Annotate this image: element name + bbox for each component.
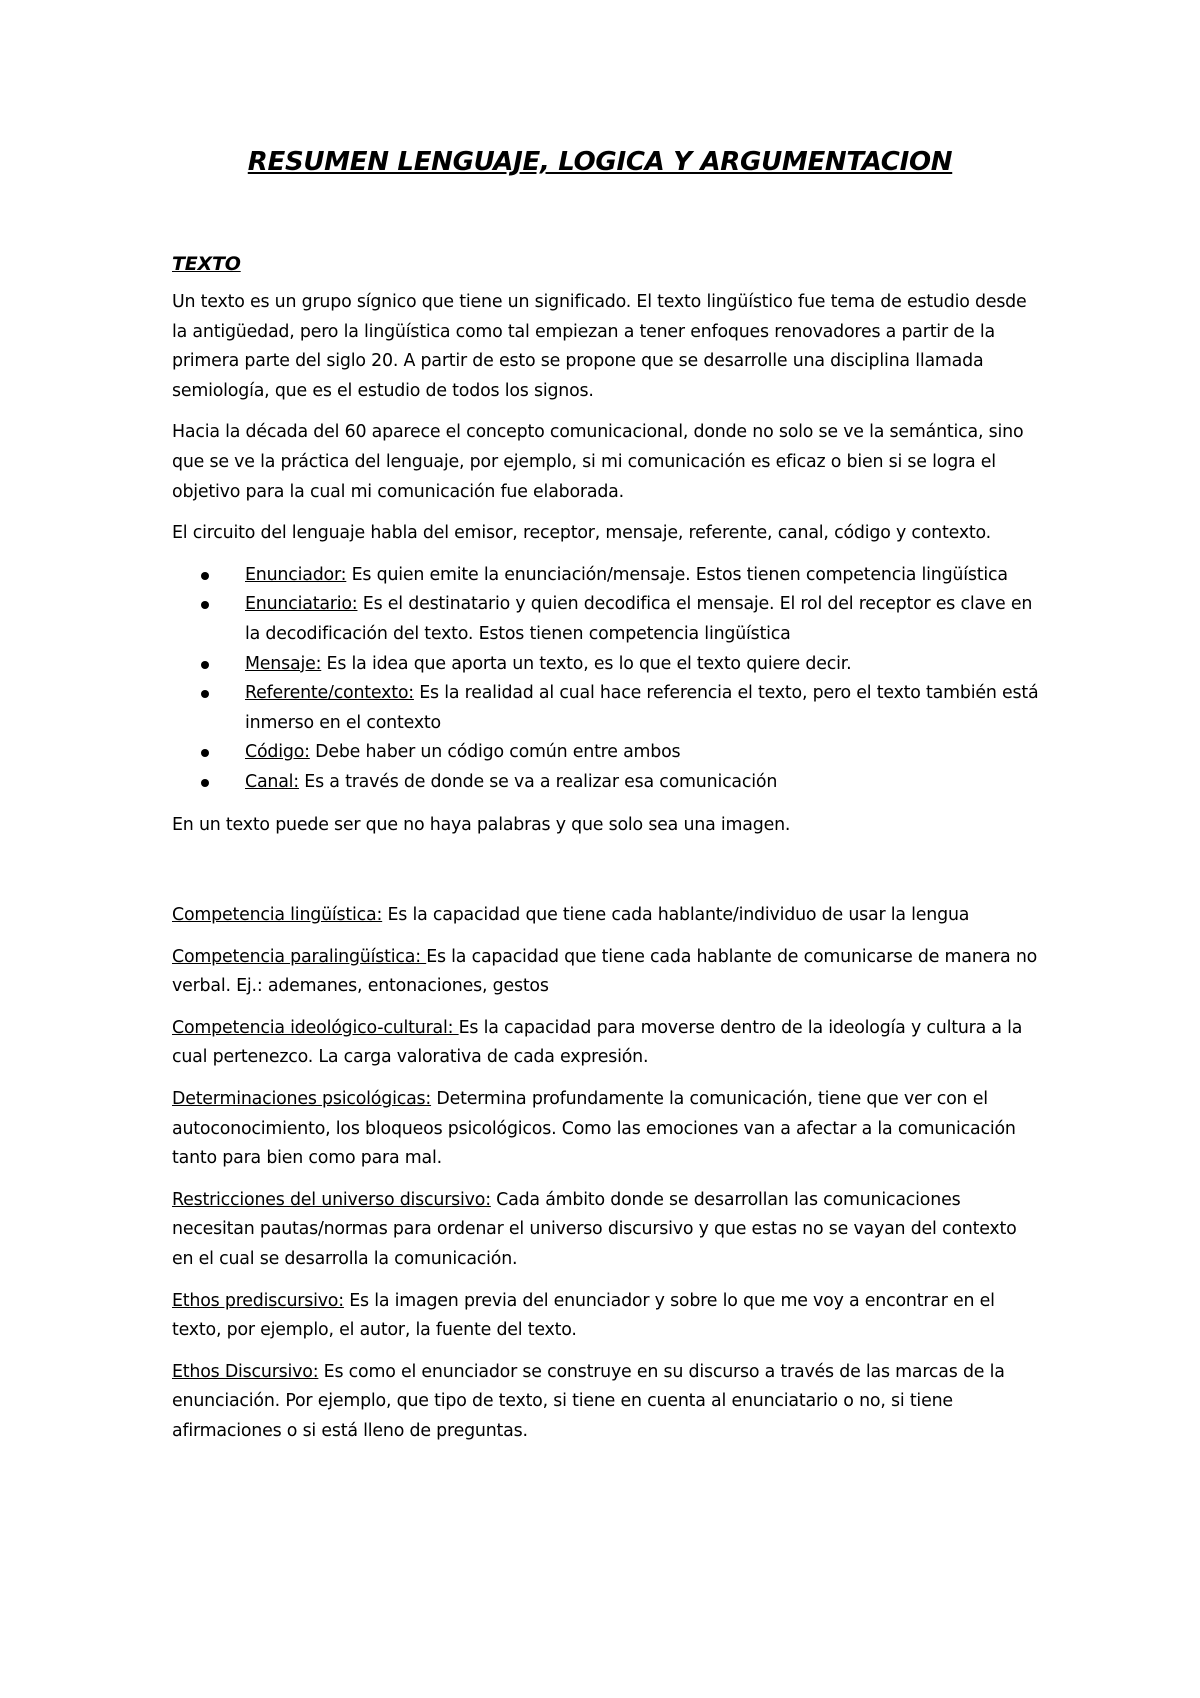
list-item-term: Canal:	[245, 771, 299, 792]
definition	[172, 943, 1042, 1002]
list-item-text: Es quien emite la enunciación/mensaje. Estos tienen competencia lingüística	[346, 564, 1008, 585]
definition-term: Ethos prediscursivo:	[172, 1290, 344, 1311]
document-title: RESUMEN LENGUAJE, LOGICA Y ARGUMENTACION	[247, 147, 953, 177]
definition-text: Es la imagen previa del enunciador y sobre lo que me voy a encontrar en el texto, por ejemplo, el autor, la fuente del texto.	[172, 1290, 995, 1341]
list-item-term: Enunciatario:	[245, 594, 358, 615]
bullet-icon	[201, 749, 209, 757]
paragraph: En un texto puede ser que no haya palabras y que solo sea una imagen.	[172, 814, 791, 835]
list-item	[172, 590, 1042, 649]
definition	[172, 1014, 1042, 1073]
list-item-text: Es a través de donde se va a realizar esa comunicación	[298, 771, 778, 792]
definition-term: Competencia lingüística:	[172, 905, 383, 926]
bullet-icon	[201, 690, 209, 698]
bullet-icon	[201, 572, 209, 580]
paragraph: El circuito del lenguaje habla del emisor, receptor, mensaje, referente, canal, código y contexto.	[172, 523, 991, 544]
bullet-icon	[201, 779, 209, 787]
spacer	[172, 852, 1042, 901]
definition-text: Es la capacidad que tiene cada hablante/individuo de usar la lengua	[382, 905, 970, 926]
list-item	[172, 650, 1042, 680]
bullet-list	[172, 561, 1042, 798]
bullet-icon	[201, 661, 209, 669]
definition-term: Determinaciones psicológicas:	[172, 1089, 432, 1110]
list-item-term: Referente/contexto:	[245, 683, 414, 704]
definition-text: Es la capacidad que tiene cada hablante de comunicarse de manera no verbal. Ej.: ademanes, entonaciones, gestos	[172, 946, 1038, 997]
section-heading: TEXTO	[172, 253, 241, 275]
list-item	[172, 768, 1042, 798]
document-body	[172, 250, 1042, 1459]
list-item	[172, 738, 1042, 768]
definition-term: Competencia paralingüística:	[172, 946, 427, 967]
list-item-text: Es el destinatario y quien decodifica el mensaje. El rol del receptor es clave en la decodificación del texto. Estos tienen competencia lingüística	[245, 594, 1033, 644]
list-item-term: Mensaje:	[245, 653, 322, 674]
definition-term: Ethos Discursivo:	[172, 1361, 319, 1382]
definition-text: Determina profundamente la comunicación, tiene que ver con el autoconocimiento, los bloqueos psicológicos. Como las emociones van a afectar a la comunicación tanto para bien como para mal.	[172, 1089, 1016, 1169]
definition	[172, 1186, 1042, 1275]
list-item-text: Es la realidad al cual hace referencia el texto, pero el texto también está inmerso en el contexto	[245, 683, 1039, 733]
definition-text: Cada ámbito donde se desarrollan las comunicaciones necesitan pautas/normas para ordenar el universo discursivo y que estas no se vayan del contexto en el cual se desarrolla la comunicación.	[172, 1189, 1017, 1270]
definition	[172, 1358, 1042, 1447]
list-item-term: Código:	[245, 742, 310, 763]
definition-text: Es como el enunciador se construye en su discurso a través de las marcas de la enunciación. Por ejemplo, que tipo de texto, si tiene en cuenta al enunciatario o no, si tiene afirmaciones o si está lleno de preguntas.	[172, 1361, 1005, 1441]
list-item	[172, 679, 1042, 738]
definition-text: Es la capacidad para moverse dentro de la ideología y cultura a la cual pertenezco. La carga valorativa de cada expresión.	[172, 1017, 1023, 1068]
list-item-text: Debe haber un código común entre ambos	[309, 742, 681, 763]
definition-term: Restricciones del universo discursivo:	[172, 1189, 491, 1210]
paragraph: Hacia la década del 60 aparece el concepto comunicacional, donde no solo se ve la semántica, sino que se ve la práctica del lenguaje, por ejemplo, si mi comunicación es eficaz o bien si se logra el objetivo para la cual mi comunicación fue elaborada.	[172, 422, 1024, 502]
definition	[172, 1287, 1042, 1346]
paragraph: Un texto es un grupo sígnico que tiene un significado. El texto lingüístico fue tema de estudio desde la antigüedad, pero la lingüística como tal empiezan a tener enfoques renovadores a partir de la primera parte del siglo 20. A partir de esto se propone que se desarrolle una disciplina llamada semiología, que es el estudio de todos los signos.	[172, 292, 1027, 401]
bullet-icon	[201, 601, 209, 609]
list-item-term: Enunciador:	[245, 564, 347, 585]
definition	[172, 1085, 1042, 1174]
definition-term: Competencia ideológico-cultural:	[172, 1017, 459, 1038]
definition	[172, 901, 1042, 931]
list-item	[172, 561, 1042, 591]
list-item-text: Es la idea que aporta un texto, es lo que el texto quiere decir.	[321, 653, 852, 674]
